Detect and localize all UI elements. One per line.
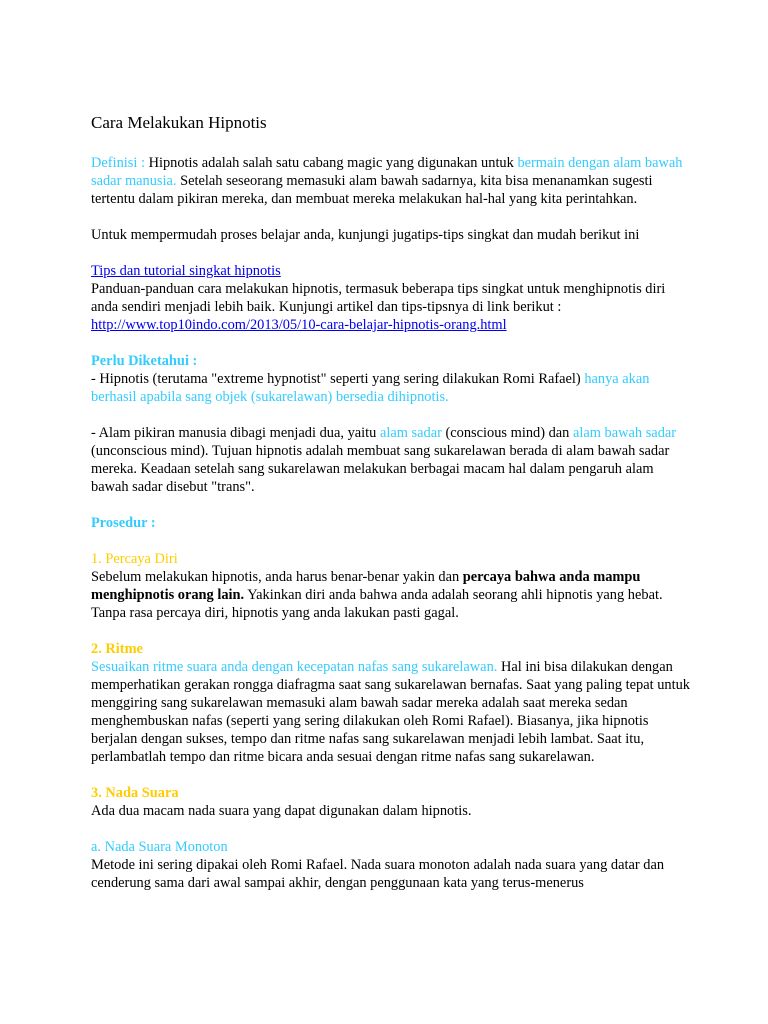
definisi-text-2: Setelah seseorang memasuki alam bawah sadarnya, kita bisa menanamkan sugesti tertentu dalam pikiran mereka, dan membuat mereka melakukan hal-hal yang kita perintahkan.: [91, 173, 653, 207]
spacer: [91, 820, 691, 838]
spacer: [91, 406, 691, 424]
definisi-highlight: bermain dengan alam bawah sadar manusia.: [91, 155, 683, 189]
spacer: [91, 766, 691, 784]
alam-sadar-highlight: alam sadar: [379, 425, 442, 441]
spacer: [91, 244, 691, 262]
step-2-heading: 2. Ritme: [91, 641, 143, 657]
prosedur-heading: Prosedur :: [91, 515, 156, 531]
perlu-p2-text-c: (unconscious mind). Tujuan hipnotis adalah membuat sang sukarelawan berada di alam bawah sadar mereka. Keadaan setelah sang sukarelawan melakukan berbagai macam hal dalam pengaruh alam bawah sadar disebut "trans".: [91, 443, 670, 495]
document-page: [91, 112, 691, 892]
spacer: [91, 532, 691, 550]
perlu-p2-text-b: (conscious mind) dan: [441, 425, 573, 441]
perlu-paragraph-1: [91, 370, 691, 406]
perlu-p2-text-a: - Alam pikiran manusia dibagi menjadi dua, yaitu: [91, 425, 380, 441]
article-url-link[interactable]: http://www.top10indo.com/2013/05/10-cara-belajar-hipnotis-orang.html: [91, 317, 507, 333]
definisi-label: Definisi :: [91, 155, 145, 171]
spacer: [91, 334, 691, 352]
tips-text: Panduan-panduan cara melakukan hipnotis, termasuk beberapa tips singkat untuk menghipnotis diri anda sendiri menjadi lebih baik. Kunjungi artikel dan tips-tipsnya di link berikut :: [91, 281, 666, 315]
spacer: [91, 208, 691, 226]
step-3-paragraph: Ada dua macam nada suara yang dapat digunakan dalam hipnotis.: [91, 803, 472, 819]
intro-paragraph: Untuk mempermudah proses belajar anda, kunjungi jugatips-tips singkat dan mudah berikut ini: [91, 227, 640, 243]
spacer: [91, 622, 691, 640]
definisi-text-1: Hipnotis adalah salah satu cabang magic yang digunakan untuk: [144, 155, 518, 171]
tips-paragraph: [91, 262, 691, 334]
perlu-p1-text: - Hipnotis (terutama "extreme hypnotist" seperti yang sering dilakukan Romi Rafael): [91, 371, 585, 387]
step-3a-heading: a. Nada Suara Monoton: [91, 839, 228, 855]
step-3-heading: 3. Nada Suara: [91, 785, 179, 801]
step-1-bold: percaya bahwa anda mampu menghipnotis orang lain.: [91, 569, 641, 603]
step-1-text-b: Yakinkan diri anda bahwa anda adalah seorang ahli hipnotis yang hebat. Tanpa rasa percaya diri, hipnotis yang anda lakukan pasti gagal.: [91, 587, 663, 621]
step-3a-paragraph: Metode ini sering dipakai oleh Romi Rafael. Nada suara monoton adalah nada suara yang datar dan cenderung sama dari awal sampai akhir, dengan penggunaan kata yang terus-menerus: [91, 857, 665, 891]
step-1-text-a: Sebelum melakukan hipnotis, anda harus benar-benar yakin dan: [91, 569, 463, 585]
perlu-heading: Perlu Diketahui :: [91, 353, 198, 369]
page-title: Cara Melakukan Hipnotis: [91, 113, 267, 132]
perlu-p1-highlight: hanya akan berhasil apabila sang objek (sukarelawan) bersedia dihipnotis.: [91, 371, 650, 405]
tips-link[interactable]: Tips dan tutorial singkat hipnotis: [91, 263, 281, 279]
perlu-paragraph-2: [91, 424, 691, 496]
step-1-paragraph: [91, 568, 691, 622]
step-2-paragraph: [91, 658, 691, 766]
step-2-text: Hal ini bisa dilakukan dengan memperhatikan gerakan rongga diafragma saat sang sukarelawan bernafas. Saat yang paling tepat untuk menggiring sang sukarelawan memasuki alam bawah sadar mereka adalah saat mereka sedan menghembuskan nafas (seperti yang sering dilakukan oleh Romi Rafael). Biasanya, jika hipnotis berjalan dengan sukses, tempo dan ritme nafas sang sukarelawan menjadi lebih lambat. Saat itu, perlambatlah tempo dan ritme bicara anda sesuai dengan ritme nafas sang sukarelawan.: [91, 659, 690, 765]
spacer: [91, 496, 691, 514]
step-1-heading: 1. Percaya Diri: [91, 551, 178, 567]
step-2-highlight: Sesuaikan ritme suara anda dengan kecepatan nafas sang sukarelawan.: [91, 659, 498, 675]
alam-bawah-sadar-highlight: alam bawah sadar: [572, 425, 677, 441]
definisi-paragraph: [91, 154, 691, 208]
